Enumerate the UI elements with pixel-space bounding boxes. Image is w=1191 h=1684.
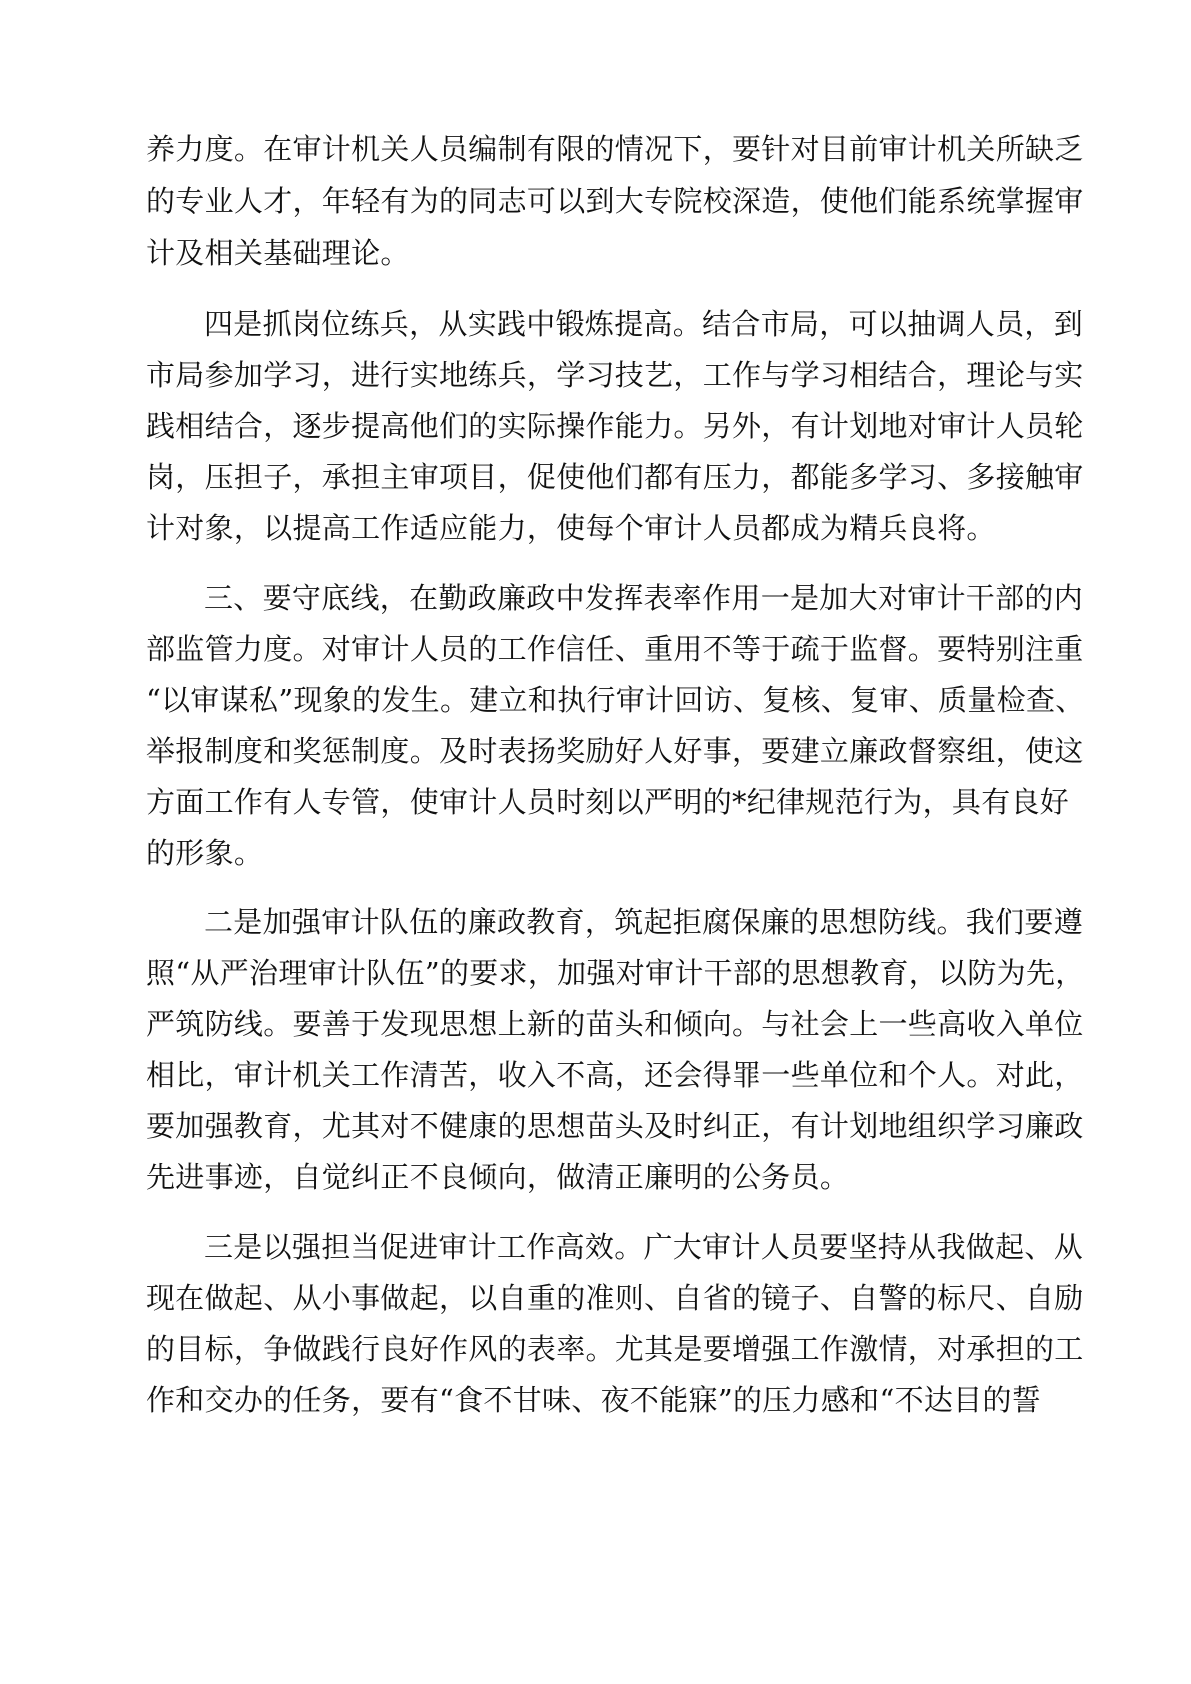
paragraph-4-line-1: 二是加强审计队伍的廉政教育，筑起拒腐保廉的思想防线。我们要遵 xyxy=(204,905,1084,939)
paragraph-3-line-5: 方面工作有人专管，使审计人员时刻以严明的*纪律规范行为，具有良好 xyxy=(146,785,1070,819)
paragraph-2-line-1: 四是抓岗位练兵，从实践中锻炼提高。结合市局，可以抽调人员，到 xyxy=(204,307,1084,341)
paragraph-3-line-2: 部监管力度。对审计人员的工作信任、重用不等于疏于监督。要特别注重 xyxy=(146,632,1084,666)
paragraph-2-line-3: 践相结合，逐步提高他们的实际操作能力。另外，有计划地对审计人员轮 xyxy=(146,409,1084,443)
paragraph-3-line-6: 的形象。 xyxy=(146,836,264,870)
paragraph-4-line-5: 要加强教育，尤其对不健康的思想苗头及时纠正，有计划地组织学习廉政 xyxy=(146,1109,1084,1143)
paragraph-4-line-2: 照“从严治理审计队伍”的要求，加强对审计干部的思想教育，以防为先， xyxy=(146,956,1085,990)
paragraph-1-line-2: 的专业人才，年轻有为的同志可以到大专院校深造，使他们能系统掌握审 xyxy=(146,184,1084,218)
paragraph-5-line-3: 的目标，争做践行良好作风的表率。尤其是要增强工作激情，对承担的工 xyxy=(146,1332,1084,1366)
paragraph-5-line-2: 现在做起、从小事做起，以自重的准则、自省的镜子、自警的标尺、自励 xyxy=(146,1281,1084,1315)
paragraph-5-line-4: 作和交办的任务，要有“食不甘味、夜不能寐”的压力感和“不达目的誓 xyxy=(146,1383,1042,1417)
paragraph-2-line-2: 市局参加学习，进行实地练兵，学习技艺，工作与学习相结合，理论与实 xyxy=(146,358,1084,392)
paragraph-2-line-4: 岗，压担子，承担主审项目，促使他们都有压力，都能多学习、多接触审 xyxy=(146,460,1084,494)
paragraph-3-line-3: “以审谋私”现象的发生。建立和执行审计回访、复核、复审、质量检查、 xyxy=(146,683,1085,717)
paragraph-5-line-1: 三是以强担当促进审计工作高效。广大审计人员要坚持从我做起、从 xyxy=(204,1230,1084,1264)
paragraph-1-line-3: 计及相关基础理论。 xyxy=(146,236,410,270)
paragraph-2-line-5: 计对象，以提高工作适应能力，使每个审计人员都成为精兵良将。 xyxy=(146,511,996,545)
paragraph-4-line-4: 相比，审计机关工作清苦，收入不高，还会得罪一些单位和个人。对此， xyxy=(146,1058,1084,1092)
paragraph-4-line-3: 严筑防线。要善于发现思想上新的苗头和倾向。与社会上一些高收入单位 xyxy=(146,1007,1084,1041)
paragraph-4-line-6: 先进事迹，自觉纠正不良倾向，做清正廉明的公务员。 xyxy=(146,1160,850,1194)
paragraph-3-line-1: 三、要守底线，在勤政廉政中发挥表率作用一是加大对审计干部的内 xyxy=(204,581,1084,615)
paragraph-1-line-1: 养力度。在审计机关人员编制有限的情况下，要针对目前审计机关所缺乏 xyxy=(146,132,1084,166)
paragraph-3-line-4: 举报制度和奖惩制度。及时表扬奖励好人好事，要建立廉政督察组，使这 xyxy=(146,734,1084,768)
